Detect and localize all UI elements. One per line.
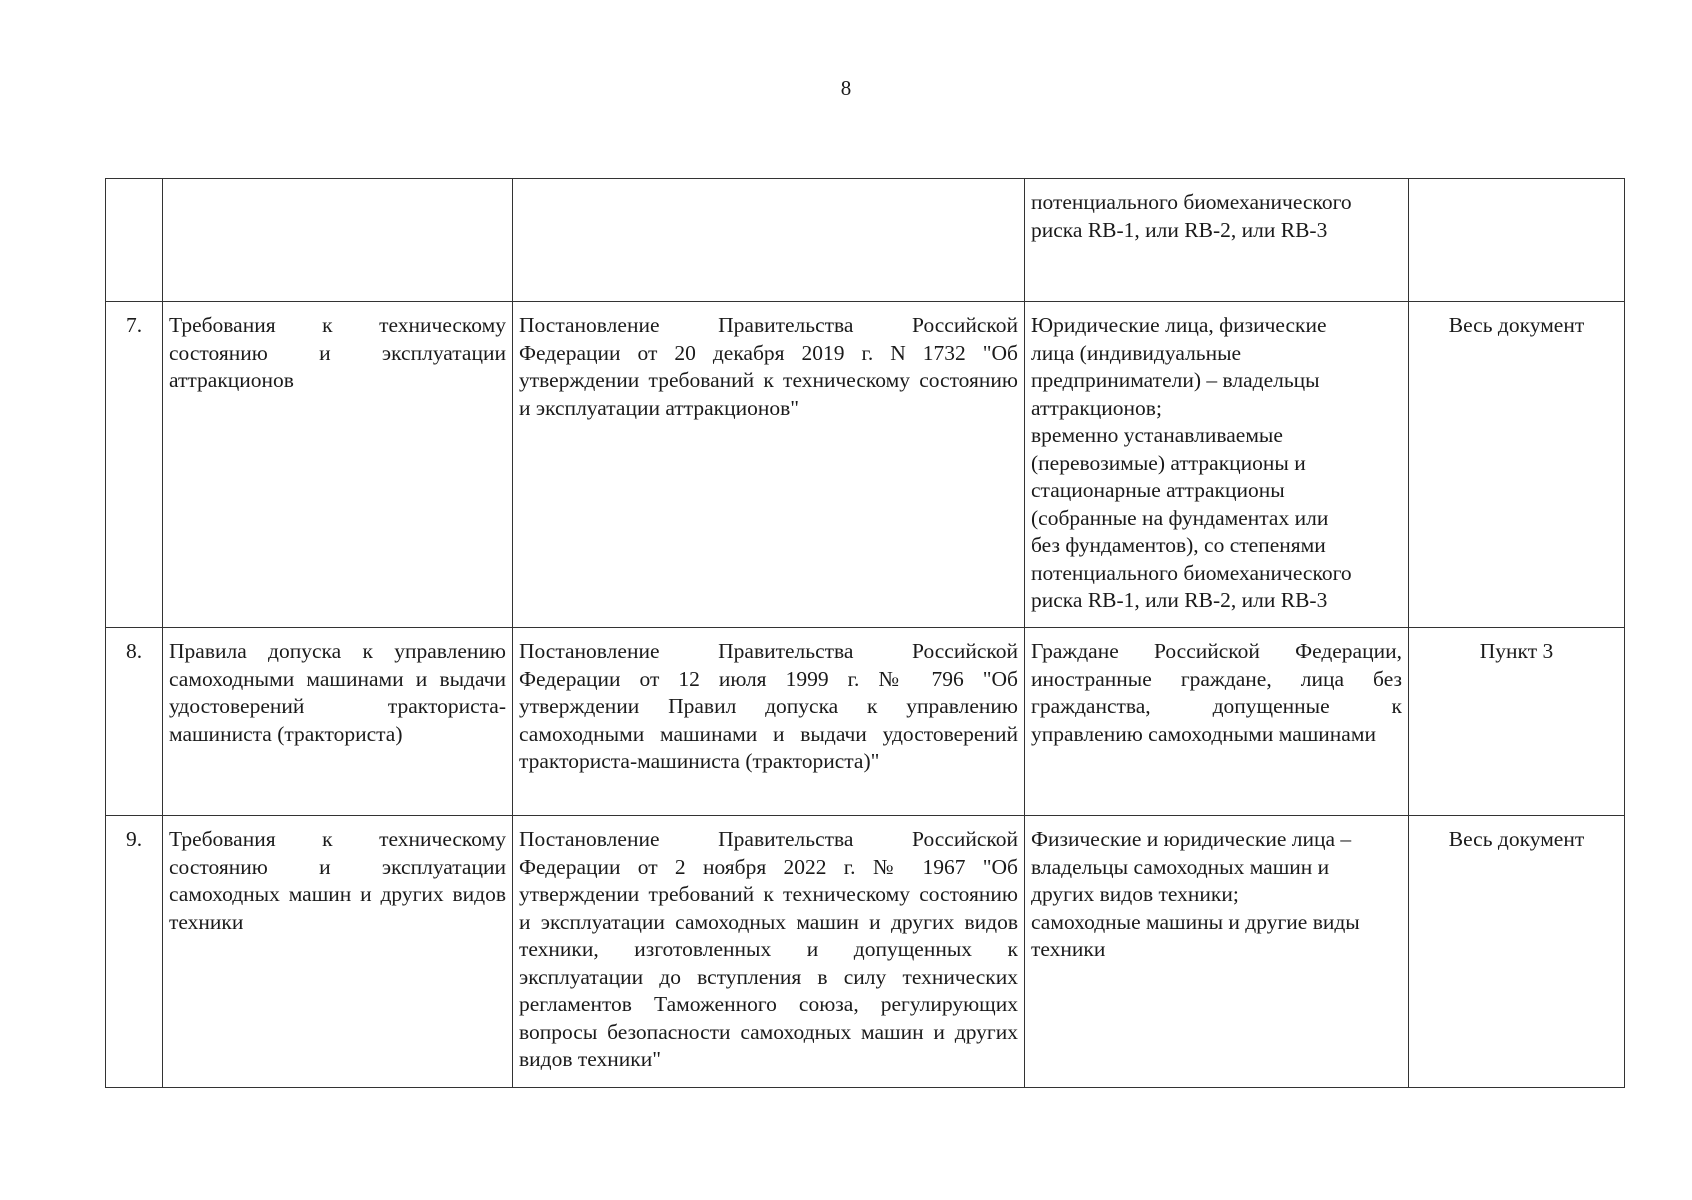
requirement-name-cell	[163, 179, 513, 302]
subject-line: (перевозимые) аттракционы и	[1031, 450, 1306, 475]
table-row-continuation	[106, 179, 1625, 302]
subject-line: самоходные машины и другие виды	[1031, 909, 1360, 934]
row-number-cell: 8.	[106, 628, 163, 816]
subject-cell	[1025, 302, 1409, 628]
subject-line: Физические и юридические лица –	[1031, 827, 1352, 851]
subject-line: Юридические лица, физические	[1031, 313, 1327, 337]
table-row-8	[106, 628, 1625, 816]
legal-act-cell: Постановление Правительства Российской Федерации от 20 декабря 2019 г. N 1732 "Об утверждении требований к техническому состоянию и эксплуатации аттракционов"	[513, 302, 1025, 628]
subject-cell	[1025, 816, 1409, 1088]
subject-cell	[1025, 179, 1409, 302]
subject-line: других видов техники;	[1031, 882, 1239, 906]
requirement-name-cell: Требования к техническому состоянию и эксплуатации самоходных машин и других видов техники	[163, 816, 513, 1088]
requirement-name-cell: Требования к техническому состоянию и эксплуатации аттракционов	[163, 302, 513, 628]
subject-line: техники	[1031, 937, 1106, 961]
subject-line: потенциального биомеханического	[1031, 560, 1352, 585]
subject-cell: Граждане Российской Федерации, иностранные граждане, лица без гражданства, допущенные к управлению самоходными машинами	[1025, 628, 1409, 816]
subject-line: аттракционов;	[1031, 395, 1162, 420]
row-number-cell: 7.	[106, 302, 163, 628]
subject-line: без фундаментов), со степенями	[1031, 533, 1326, 557]
subject-line: риска RB-1, или RB-2, или RB-3	[1031, 217, 1328, 242]
subject-line: временно устанавливаемые	[1031, 423, 1283, 447]
legal-act-cell	[513, 179, 1025, 302]
scope-cell: Весь документ	[1409, 302, 1625, 628]
legal-act-cell: Постановление Правительства Российской Федерации от 12 июля 1999 г. № 796 "Об утверждении Правил допуска к управлению самоходными машинами и выдачи удостоверений тракториста-машиниста (тракториста)"	[513, 628, 1025, 816]
scope-cell: Пункт 3	[1409, 628, 1625, 816]
table-row-9	[106, 816, 1625, 1088]
subject-line: лица (индивидуальные	[1031, 340, 1242, 365]
scope-cell	[1409, 179, 1625, 302]
subject-line: владельцы самоходных машин и	[1031, 854, 1330, 879]
table-row-7	[106, 302, 1625, 628]
subject-line: стационарные аттракционы	[1031, 478, 1285, 502]
page-number: 8	[840, 76, 852, 100]
row-number-cell: 9.	[106, 816, 163, 1088]
row-number-cell	[106, 179, 163, 302]
document-table	[105, 178, 1625, 1088]
subject-line: (собранные на фундаментах или	[1031, 505, 1329, 530]
scope-cell: Весь документ	[1409, 816, 1625, 1088]
subject-line: предприниматели) – владельцы	[1031, 368, 1320, 392]
subject-line: потенциального биомеханического	[1031, 190, 1352, 214]
legal-act-cell: Постановление Правительства Российской Федерации от 2 ноября 2022 г. № 1967 "Об утверждении требований к техническому состоянию и эксплуатации самоходных машин и других видов техники, изготовленных и допущенных к эксплуатации до вступления в силу технических регламентов Таможенного союза, регулирующих вопросы безопасности самоходных машин и других видов техники"	[513, 816, 1025, 1088]
subject-line: риска RB-1, или RB-2, или RB-3	[1031, 588, 1328, 612]
requirement-name-cell: Правила допуска к управлению самоходными машинами и выдачи удостоверений тракториста-машиниста (тракториста)	[163, 628, 513, 816]
